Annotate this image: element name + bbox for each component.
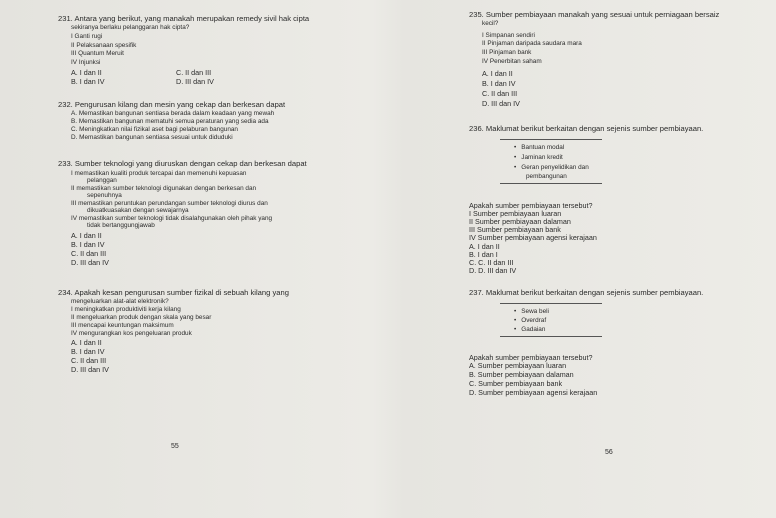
q233-item-cont: pelanggan bbox=[87, 177, 117, 184]
q231-option[interactable]: B. I dan IV bbox=[71, 77, 105, 86]
q232-option[interactable]: B. Memastikan bangunan mematuhi semua peraturan yang sedia ada bbox=[71, 118, 269, 125]
q235-item: I Simpanan sendiri bbox=[482, 32, 535, 39]
q236-item: IV Sumber pembiayaan agensi kerajaan bbox=[469, 233, 597, 242]
q231-stem-cont: sekiranya berlaku pelanggaran hak cipta? bbox=[71, 24, 190, 31]
q234-item: II mengeluarkan produk dengan skala yang besar bbox=[71, 314, 212, 321]
q236-item: II Sumber pembiayaan dalaman bbox=[469, 217, 571, 226]
q234-option[interactable]: C. II dan III bbox=[71, 356, 107, 365]
q235-option[interactable]: B. I dan IV bbox=[482, 79, 516, 88]
q237-option[interactable]: D. Sumber pembiayaan agensi kerajaan bbox=[469, 388, 598, 397]
q236-info-item-cont: pembangunan bbox=[526, 173, 567, 180]
q236-info-item: • Bantuan modal bbox=[514, 144, 564, 152]
q237-info-item: • Gadaian bbox=[514, 326, 545, 334]
info-box-top-rule bbox=[500, 303, 602, 304]
q237-stem: 237. Maklumat berikut berkaitan dengan sejenis sumber pembiayaan. bbox=[469, 288, 704, 297]
q231-option[interactable]: A. I dan II bbox=[71, 68, 102, 77]
q233-item-cont: tidak bertanggungjawab bbox=[87, 222, 155, 229]
q235-item: II Pinjaman daripada saudara mara bbox=[482, 40, 582, 47]
q231-item: II Pelaksanaan spesifik bbox=[71, 42, 137, 49]
page-number-right: 56 bbox=[605, 449, 613, 456]
q234-stem: 234. Apakah kesan pengurusan sumber fizikal di sebuah kilang yang bbox=[58, 288, 289, 297]
q233-item-cont: dikuatkuasakan dengan sewajarnya bbox=[87, 207, 189, 214]
q235-option[interactable]: C. II dan III bbox=[482, 89, 518, 98]
q235-item: III Pinjaman bank bbox=[482, 49, 532, 56]
q236-stem: 236. Maklumat berikut berkaitan dengan sejenis sumber pembiayaan. bbox=[469, 124, 704, 133]
q231-item: I Ganti rugi bbox=[71, 33, 103, 40]
q232-option[interactable]: D. Memastikan bangunan sentiasa sesuai untuk diduduki bbox=[71, 134, 233, 141]
q236-info-item: • Geran penyelidikan dan bbox=[514, 164, 589, 172]
q232-stem: 232. Pengurusan kilang dan mesin yang cekap dan berkesan dapat bbox=[58, 100, 286, 109]
q237-option[interactable]: A. Sumber pembiayaan luaran bbox=[469, 361, 567, 370]
q232-option[interactable]: C. Meningkatkan nilai fizikal aset bagi pelaburan bangunan bbox=[71, 126, 238, 133]
info-box-bottom-rule bbox=[500, 336, 602, 337]
q237-info-item: • Sewa beli bbox=[514, 308, 549, 316]
q233-stem: 233. Sumber teknologi yang diuruskan dengan cekap dan berkesan dapat bbox=[58, 159, 307, 168]
q234-option[interactable]: B. I dan IV bbox=[71, 347, 105, 356]
q234-option[interactable]: D. III dan IV bbox=[71, 365, 109, 374]
q236-option[interactable]: B. I dan I bbox=[469, 250, 498, 259]
q237-option[interactable]: C. Sumber pembiayaan bank bbox=[469, 379, 563, 388]
q237-option[interactable]: B. Sumber pembiayaan dalaman bbox=[469, 370, 574, 379]
q236-option[interactable]: A. I dan II bbox=[469, 242, 500, 251]
q234-item: III mencapai keuntungan maksimum bbox=[71, 322, 174, 329]
q234-item: IV mengurangkan kos pengeluaran produk bbox=[71, 330, 192, 337]
q233-option[interactable]: B. I dan IV bbox=[71, 240, 105, 249]
q233-item: III memastikan peruntukan perundangan sumber teknologi diurus dan bbox=[71, 200, 268, 207]
q236-item: I Sumber pembiayaan luaran bbox=[469, 209, 562, 218]
q233-option[interactable]: A. I dan II bbox=[71, 231, 102, 240]
q233-option[interactable]: D. III dan IV bbox=[71, 258, 109, 267]
q235-option[interactable]: D. III dan IV bbox=[482, 99, 520, 108]
q231-stem: 231. Antara yang berikut, yang manakah merupakan remedy sivil hak cipta bbox=[58, 14, 310, 23]
info-box-bottom-rule bbox=[500, 183, 602, 184]
q233-item: I memastikan kualiti produk tercapai dan memenuhi kepuasan bbox=[71, 170, 247, 177]
q236-option[interactable]: C. C. II dan III bbox=[469, 258, 514, 267]
q234-stem-cont: mengeluarkan alat-alat elektronik? bbox=[71, 298, 169, 305]
q237-info-item: • Overdraf bbox=[514, 317, 546, 325]
q235-stem-cont: kecil? bbox=[482, 20, 499, 27]
q233-item: II memastikan sumber teknologi digunakan dengan berkesan dan bbox=[71, 185, 257, 192]
q237-question: Apakah sumber pembiayaan tersebut? bbox=[469, 353, 593, 362]
q235-item: IV Penerbitan saham bbox=[482, 58, 542, 65]
q233-item: IV memastikan sumber teknologi tidak disalahgunakan oleh pihak yang bbox=[71, 215, 273, 222]
q236-option[interactable]: D. D. III dan IV bbox=[469, 266, 517, 275]
info-box-top-rule bbox=[500, 139, 602, 140]
q233-option[interactable]: C. II dan III bbox=[71, 249, 107, 258]
q236-info-item: • Jaminan kredit bbox=[514, 154, 563, 162]
q235-stem: 235. Sumber pembiayaan manakah yang sesuai untuk perniagaan bersaiz bbox=[469, 10, 720, 19]
q232-option[interactable]: A. Memastikan bangunan sentiasa berada dalam keadaan yang mewah bbox=[71, 110, 275, 117]
q231-item: III Quantum Meruit bbox=[71, 50, 124, 57]
q233-item-cont: sepenuhnya bbox=[87, 192, 122, 199]
q236-question: Apakah sumber pembiayaan tersebut? bbox=[469, 201, 593, 210]
q236-item: III Sumber pembiayaan bank bbox=[469, 225, 561, 234]
q234-item: I meningkatkan produktiviti kerja kilang bbox=[71, 306, 181, 313]
q234-option[interactable]: A. I dan II bbox=[71, 338, 102, 347]
q231-item: IV Injunksi bbox=[71, 59, 101, 66]
q235-option[interactable]: A. I dan II bbox=[482, 69, 513, 78]
q231-option[interactable]: C. II dan III bbox=[176, 68, 212, 77]
page-number-left: 55 bbox=[171, 443, 179, 450]
q231-option[interactable]: D. III dan IV bbox=[176, 77, 214, 86]
